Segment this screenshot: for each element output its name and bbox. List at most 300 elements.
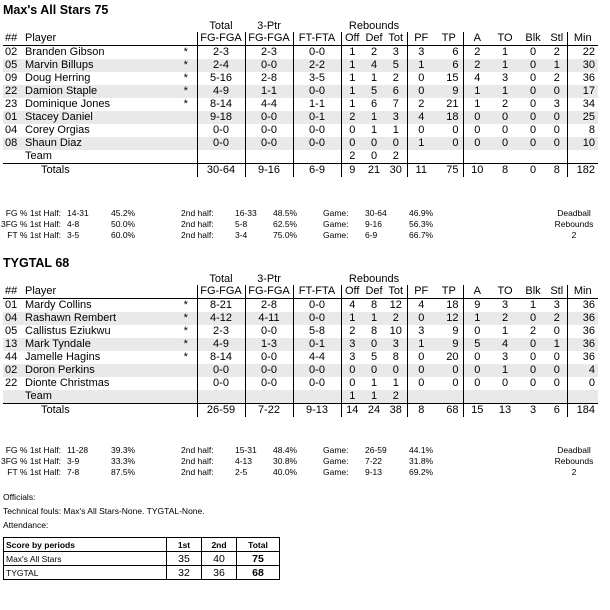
player-blk: 0 xyxy=(519,364,547,377)
box-score-table-2 xyxy=(3,273,598,417)
player-to: 1 xyxy=(491,85,519,98)
player-number: 05 xyxy=(5,325,18,337)
starter-mark: * xyxy=(175,312,197,325)
game-notes xyxy=(3,492,205,531)
totals-fg3: 9-16 xyxy=(245,164,293,178)
player-min: 36 xyxy=(582,325,595,337)
header-stl: Stl xyxy=(547,32,567,46)
totals-row xyxy=(3,404,598,418)
player-to: 1 xyxy=(491,364,519,377)
blank xyxy=(175,285,197,299)
totals-ast: 15 xyxy=(463,404,491,418)
blank xyxy=(519,273,547,285)
player-fg: 0-0 xyxy=(197,364,245,377)
player-ft: 0-0 xyxy=(293,312,341,325)
header-off: Off xyxy=(341,285,363,299)
player-def-reb: 1 xyxy=(370,72,378,84)
player-pf: 0 xyxy=(418,377,425,389)
player-fg: 2-3 xyxy=(197,325,245,338)
pct-h2: 15-31 xyxy=(235,445,257,455)
pct-h1-pct: 33.3% xyxy=(111,456,136,466)
player-number: 22 xyxy=(3,85,25,98)
header-fg: FG-FGA xyxy=(197,285,245,299)
player-def-reb: 0 xyxy=(363,364,385,377)
player-def-reb: 1 xyxy=(363,111,385,124)
starter-mark xyxy=(175,137,197,150)
player-fg3: 4-4 xyxy=(245,98,293,111)
player-number: 05 xyxy=(3,59,25,72)
player-ast: 4 xyxy=(474,72,481,84)
blank xyxy=(175,164,197,178)
header-player: Player xyxy=(25,285,175,299)
player-number: 01 xyxy=(3,111,25,124)
player-name: Mark Tyndale xyxy=(25,338,175,351)
totals-ft: 9-13 xyxy=(293,404,341,418)
blank xyxy=(197,390,245,404)
player-tot-reb: 5 xyxy=(385,59,407,72)
totals-min: 182 xyxy=(567,164,598,178)
player-row xyxy=(3,124,598,137)
pct-h1-pct: 39.3% xyxy=(111,445,136,455)
player-ast: 0 xyxy=(474,377,481,389)
header-pf: PF xyxy=(407,285,435,299)
player-pf: 2 xyxy=(418,98,425,110)
player-min: 36 xyxy=(582,351,595,363)
player-ast: 0 xyxy=(463,137,491,150)
player-min: 8 xyxy=(588,124,595,136)
pct-h2-pct: 30.8% xyxy=(273,456,298,466)
player-row xyxy=(3,338,598,351)
player-tp: 20 xyxy=(435,351,463,364)
player-ast: 0 xyxy=(463,364,491,377)
pct-game-pct: 46.9% xyxy=(409,208,434,218)
player-fg: 2-4 xyxy=(197,59,245,72)
header-ft: FT-FTA xyxy=(293,285,341,299)
header-tp: TP xyxy=(435,32,463,46)
header-blk: Blk xyxy=(519,32,547,46)
blank xyxy=(3,390,25,404)
pct-h1: 3-9 xyxy=(67,456,80,466)
pct-h2-pct: 48.5% xyxy=(273,208,298,218)
player-ft: 0-0 xyxy=(293,299,341,313)
starter-mark: * xyxy=(175,338,197,351)
player-name: Branden Gibson xyxy=(25,46,105,58)
player-min: 4 xyxy=(567,364,598,377)
player-to: 1 xyxy=(501,46,509,58)
totals-tot-reb: 38 xyxy=(385,404,407,418)
player-off-reb: 2 xyxy=(349,325,356,337)
starter-mark: * xyxy=(175,59,197,72)
player-min: 25 xyxy=(567,111,598,124)
player-pf: 3 xyxy=(418,46,425,58)
player-min: 36 xyxy=(567,312,598,325)
header-blk: Blk xyxy=(519,285,547,299)
player-row xyxy=(3,325,598,338)
blank xyxy=(463,390,491,404)
player-fg: 8-21 xyxy=(197,299,245,313)
blank xyxy=(491,150,519,164)
totals-off-reb: 14 xyxy=(341,404,363,418)
player-tp: 6 xyxy=(435,59,463,72)
header-off: Off xyxy=(341,32,363,46)
player-pf: 1 xyxy=(407,59,435,72)
player-ft: 0-1 xyxy=(293,338,341,351)
blank xyxy=(435,150,463,164)
player-tp: 6 xyxy=(435,46,463,60)
header-tot: Tot xyxy=(385,285,407,299)
player-ast: 1 xyxy=(474,98,481,110)
pct-h2-label: 2nd half: xyxy=(181,208,214,218)
pct-game: 6-9 xyxy=(365,230,378,240)
player-fg3: 1-1 xyxy=(245,85,293,98)
header-a: A xyxy=(463,285,491,299)
totals-blk: 0 xyxy=(519,164,547,178)
blank xyxy=(25,273,175,285)
player-fg: 8-14 xyxy=(197,98,245,111)
player-blk: 0 xyxy=(529,98,537,110)
player-stl: 2 xyxy=(547,72,567,85)
player-def-reb: 0 xyxy=(363,137,385,150)
player-off-reb: 1 xyxy=(341,85,363,98)
blank xyxy=(293,273,341,285)
player-def-reb: 5 xyxy=(370,351,378,363)
player-def-reb: 5 xyxy=(363,85,385,98)
player-stl: 0 xyxy=(547,137,567,150)
pct-h2: 16-33 xyxy=(235,208,257,218)
player-to: 0 xyxy=(491,111,519,124)
player-ft: 4-4 xyxy=(293,351,341,364)
totals-off-reb: 9 xyxy=(341,164,363,178)
header-pf: PF xyxy=(407,32,435,46)
player-number: 04 xyxy=(5,124,18,136)
group-rebounds-label: Rebounds xyxy=(348,20,400,32)
player-number: 04 xyxy=(3,312,25,325)
player-tp: 0 xyxy=(435,137,463,150)
totals-stl: 8 xyxy=(547,164,567,178)
player-tp: 15 xyxy=(435,72,463,85)
player-pf: 4 xyxy=(407,111,435,124)
periods-1st: 32 xyxy=(167,566,202,580)
player-name: Rashawn Rembert xyxy=(25,312,175,325)
blank xyxy=(547,150,567,164)
pct-game-label: Game: xyxy=(323,230,349,240)
player-fg: 0-0 xyxy=(197,377,245,390)
blank xyxy=(197,150,245,164)
player-min: 30 xyxy=(567,59,598,72)
player-fg3: 0-0 xyxy=(245,377,293,390)
blank xyxy=(175,20,197,32)
pct-h2-label: 2nd half: xyxy=(181,456,214,466)
pct-h2-pct: 75.0% xyxy=(273,230,298,240)
blank xyxy=(3,164,25,178)
player-fg3: 0-0 xyxy=(245,59,293,72)
starter-mark: * xyxy=(175,85,197,98)
header-fg3: FG-FGA xyxy=(245,32,293,46)
player-to: 2 xyxy=(491,312,519,325)
player-blk: 1 xyxy=(529,299,537,311)
team-name: Max's All Stars xyxy=(3,3,91,17)
pct-h2-pct: 40.0% xyxy=(273,467,298,477)
player-tot-reb: 8 xyxy=(385,351,407,364)
player-stl: 0 xyxy=(547,325,567,338)
header-stl: Stl xyxy=(547,285,567,299)
player-blk: 2 xyxy=(529,325,537,337)
blank xyxy=(245,390,293,404)
team-score: 75 xyxy=(94,3,109,17)
player-def-reb: 0 xyxy=(363,338,385,351)
player-to: 3 xyxy=(501,72,509,84)
header-num: ## xyxy=(3,32,25,46)
player-tot-reb: 6 xyxy=(385,85,407,98)
player-tot-reb: 10 xyxy=(385,325,407,338)
blank xyxy=(519,150,547,164)
column-header-row xyxy=(3,285,598,299)
pct-h1-pct: 60.0% xyxy=(111,230,136,240)
player-off-reb: 4 xyxy=(349,299,356,311)
player-ast: 5 xyxy=(463,338,491,351)
header-a: A xyxy=(463,32,491,46)
header-def: Def xyxy=(363,285,385,299)
starter-mark xyxy=(175,377,197,390)
player-off-reb: 1 xyxy=(341,312,363,325)
player-ft: 0-0 xyxy=(293,137,341,150)
player-min: 36 xyxy=(582,72,595,84)
blank xyxy=(175,32,197,46)
player-min: 36 xyxy=(567,338,598,351)
blank xyxy=(3,404,25,418)
player-stl: 3 xyxy=(547,98,567,111)
player-fg: 4-9 xyxy=(197,338,245,351)
periods-1st: 35 xyxy=(167,552,202,566)
pct-game-label: Game: xyxy=(323,456,349,466)
blank xyxy=(293,150,341,164)
group-rebounds-label: Rebounds xyxy=(348,273,400,285)
player-pf: 1 xyxy=(407,137,435,150)
team-tot-reb: 2 xyxy=(385,150,407,164)
officials: Officials: xyxy=(3,492,36,502)
player-ast: 0 xyxy=(474,325,481,337)
team-row xyxy=(3,150,598,164)
starter-mark: * xyxy=(183,299,188,311)
player-ast: 2 xyxy=(463,59,491,72)
player-stl: 0 xyxy=(547,364,567,377)
player-tot-reb: 3 xyxy=(385,338,407,351)
player-ast: 0 xyxy=(463,111,491,124)
percentage-row xyxy=(3,230,598,241)
player-name: Callistus Eziukwu xyxy=(25,325,111,337)
team-score: 68 xyxy=(55,256,70,270)
totals-tp: 75 xyxy=(435,164,463,178)
player-stl: 0 xyxy=(547,351,567,364)
blank xyxy=(175,404,197,418)
score-by-periods xyxy=(3,537,280,580)
player-row xyxy=(3,98,598,111)
blank xyxy=(463,273,491,285)
player-pf: 0 xyxy=(418,72,425,84)
player-name: Stacey Daniel xyxy=(25,111,175,124)
player-off-reb: 1 xyxy=(349,98,356,110)
player-name: Jamelle Hagins xyxy=(25,351,101,363)
pct-h2-label: 2nd half: xyxy=(181,467,214,477)
player-def-reb: 1 xyxy=(370,377,378,389)
totals-def-reb: 21 xyxy=(363,164,385,178)
periods-header-2nd: 2nd xyxy=(202,538,237,552)
player-stl: 2 xyxy=(547,46,567,60)
group-header-row xyxy=(3,273,598,285)
player-name: Shaun Diaz xyxy=(25,137,175,150)
player-blk: 0 xyxy=(529,72,537,84)
player-off-reb: 3 xyxy=(341,338,363,351)
player-number: 09 xyxy=(5,72,18,84)
player-fg3: 2-3 xyxy=(245,46,293,60)
team-def-reb: 0 xyxy=(370,150,378,162)
player-to: 0 xyxy=(491,137,519,150)
player-name: Doug Herring xyxy=(25,72,91,84)
player-fg3: 0-0 xyxy=(245,364,293,377)
player-row xyxy=(3,312,598,325)
player-fg: 9-18 xyxy=(197,111,245,124)
group-3ptr-label: 3-Ptr xyxy=(257,273,281,285)
player-stl: 1 xyxy=(547,59,567,72)
player-blk: 0 xyxy=(529,351,537,363)
player-stl: 0 xyxy=(547,111,567,124)
player-off-reb: 1 xyxy=(349,72,356,84)
player-name: Mardy Collins xyxy=(25,299,92,311)
blank xyxy=(175,390,197,404)
player-min: 17 xyxy=(567,85,598,98)
totals-tot-reb: 30 xyxy=(385,164,407,178)
player-tp: 18 xyxy=(435,111,463,124)
player-to: 1 xyxy=(501,325,509,337)
player-stl: 0 xyxy=(547,85,567,98)
player-to: 2 xyxy=(501,98,509,110)
player-name: Dionte Christmas xyxy=(25,377,110,389)
player-def-reb: 8 xyxy=(370,299,378,311)
player-tot-reb: 7 xyxy=(385,98,407,111)
player-name: Dominique Jones xyxy=(25,98,110,110)
player-blk: 0 xyxy=(519,137,547,150)
player-tp: 0 xyxy=(435,124,463,137)
team-row-label: Team xyxy=(25,150,52,162)
percentages-block-2 xyxy=(3,445,598,478)
periods-2nd: 36 xyxy=(202,566,237,580)
totals-to: 13 xyxy=(491,404,519,418)
player-number: 02 xyxy=(5,46,18,58)
player-to: 4 xyxy=(491,338,519,351)
player-name: Damion Staple xyxy=(25,85,175,98)
player-stl: 3 xyxy=(547,299,567,313)
player-pf: 1 xyxy=(407,338,435,351)
player-blk: 0 xyxy=(529,377,537,389)
blank xyxy=(519,20,547,32)
blank xyxy=(3,273,25,285)
group-total-label: Total xyxy=(209,20,233,32)
player-pf: 0 xyxy=(407,85,435,98)
player-pf: 3 xyxy=(418,325,425,337)
player-tp: 0 xyxy=(435,364,463,377)
player-pf: 4 xyxy=(418,299,425,311)
player-off-reb: 1 xyxy=(341,59,363,72)
header-fg: FG-FGA xyxy=(197,32,245,46)
player-fg3: 0-0 xyxy=(245,111,293,124)
team-name: TYGTAL xyxy=(3,256,52,270)
player-fg3: 2-8 xyxy=(245,299,293,313)
player-fg: 0-0 xyxy=(197,124,245,137)
player-def-reb: 8 xyxy=(370,325,378,337)
team-title-1 xyxy=(3,3,108,17)
pct-game-label: Game: xyxy=(323,219,349,229)
team-off-reb: 2 xyxy=(349,150,356,162)
blank xyxy=(175,273,197,285)
blank xyxy=(567,390,598,404)
header-to: TO xyxy=(491,32,519,46)
header-ft: FT-FTA xyxy=(293,32,341,46)
player-fg3: 4-11 xyxy=(245,312,293,325)
periods-total: 75 xyxy=(237,552,280,566)
totals-label: Totals xyxy=(25,404,175,418)
header-fg3: FG-FGA xyxy=(245,285,293,299)
totals-tp: 68 xyxy=(435,404,463,418)
blank xyxy=(3,20,25,32)
player-tot-reb: 12 xyxy=(385,299,407,313)
pct-h2: 2-5 xyxy=(235,467,248,477)
pct-label: FT % 1st Half: xyxy=(7,230,61,240)
player-ft: 0-0 xyxy=(293,124,341,137)
player-stl: 1 xyxy=(547,338,567,351)
player-blk: 0 xyxy=(519,312,547,325)
starter-mark: * xyxy=(183,72,188,84)
pct-game: 9-13 xyxy=(365,467,383,477)
header-min: Min xyxy=(567,32,598,46)
totals-to: 8 xyxy=(491,164,519,178)
percentage-row xyxy=(3,219,598,230)
pct-game-pct: 31.8% xyxy=(409,456,434,466)
header-player: Player xyxy=(25,32,175,46)
group-total-label: Total xyxy=(209,273,233,285)
percentage-row xyxy=(3,445,598,456)
player-row xyxy=(3,377,598,390)
header-num: ## xyxy=(3,285,25,299)
player-min: 36 xyxy=(582,299,595,311)
player-ast: 1 xyxy=(463,85,491,98)
header-min: Min xyxy=(567,285,598,299)
player-blk: 0 xyxy=(529,124,537,136)
player-blk: 0 xyxy=(519,85,547,98)
percentage-row xyxy=(3,208,598,219)
player-ast: 1 xyxy=(463,312,491,325)
player-tot-reb: 2 xyxy=(385,312,407,325)
player-stl: 2 xyxy=(547,312,567,325)
player-row xyxy=(3,85,598,98)
pct-game: 30-64 xyxy=(365,208,387,218)
player-ft: 2-2 xyxy=(293,59,341,72)
blank xyxy=(435,273,463,285)
player-fg3: 0-0 xyxy=(245,351,293,364)
periods-total: 68 xyxy=(237,566,280,580)
pct-h2: 4-13 xyxy=(235,456,253,466)
player-def-reb: 4 xyxy=(363,59,385,72)
player-off-reb: 3 xyxy=(349,351,356,363)
pct-h2-pct: 48.4% xyxy=(273,445,298,455)
pct-game-pct: 44.1% xyxy=(409,445,434,455)
player-min: 10 xyxy=(567,137,598,150)
pct-h2: 5-8 xyxy=(235,219,248,229)
player-to: 3 xyxy=(501,299,509,311)
player-tot-reb: 1 xyxy=(385,377,407,390)
blank xyxy=(245,150,293,164)
header-to: TO xyxy=(491,285,519,299)
blank xyxy=(491,273,519,285)
